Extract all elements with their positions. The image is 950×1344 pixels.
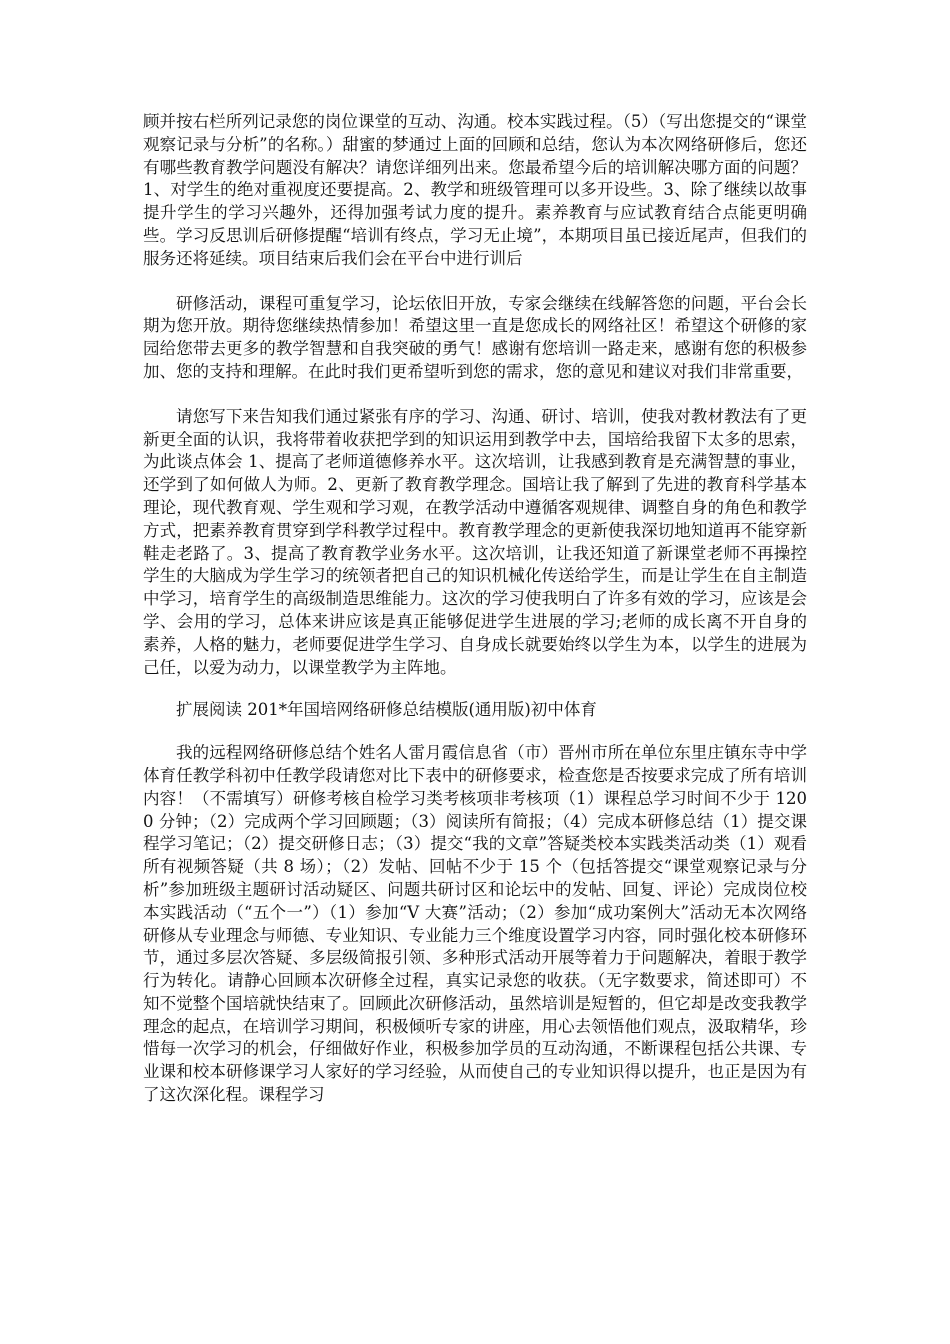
paragraph-reflection-continued: 顾并按右栏所列记录您的岗位课堂的互动、沟通。校本实践过程。（5）（写出您提交的“课堂观察记录与分析”的名称。）甜蜜的梦通过上面的回顾和总结，您认为本次网络研修后，您还有哪些教育教学问题没有解决？请您详细列出来。您最希望今后的培训解决哪方面的问题？1、对学生的绝对重视度还要提高。2、教学和班级管理可以多开设些。3、除了继续以故事提升学生的学习兴趣外，还得加强考试力度的提升。素养教育与应试教育结合点能更明确些。学习反思训后研修提醒“培训有终点，学习无止境”，本期项目虽已接近尾声，但我们的服务还将延续。项目结束后我们会在平台中进行训后 xyxy=(143,112,807,268)
paragraph-remote-training-summary: 我的远程网络研修总结个姓名人雷月霞信息省（市）晋州市所在单位东里庄镇东寺中学体育任教学科初中任教学段请您对比下表中的研修要求，检查您是否按要求完成了所有培训内容！（不需填写）研修考核自检学习类考核项非考核项（1）课程总学习时间不少于 1200 分钟；（2）完成两个学习回顾题；（3）阅读所有简报；（4）完成本研修总结（1）提交课程学习笔记；（2）提交研修日志；（3）提交“我的文章”答疑类校本实践类活动类（1）观看所有视频答疑（共 8 场）；（2）发帖、回帖不少于 15 个（包括答提交“课堂观察记录与分析”参加班级主题研讨活动疑区、问题共研讨区和论坛中的发帖、回复、评论）完成岗位校本实践活动（“五个一”）（1）参加“V 大赛”活动；（2）参加“成功案例大”活动无本次网络研修从专业理念与师德、专业知识、专业能力三个维度设置学习内容，同时强化校本研修环节，通过多层次答疑、多层级简报引领、多种形式活动开展等着力于问题解决，着眼于教学行为转化。请静心回顾本次研修全过程，真实记录您的收获。（无字数要求，简述即可）不知不觉整个国培就快结束了。回顾此次研修活动，虽然培训是短暂的，但它却是改变我教学理念的起点，在培训学习期间，积极倾听专家的讲座，用心去领悟他们观点，汲取精华，珍惜每一次学习的机会，仔细做好作业，积极参加学员的互动沟通，不断课程包括公共课、专业课和校本研修课学习人家好的学习经验，从而使自己的专业知识得以提升，也正是因为有了这次深化程。课程学习 xyxy=(143,743,807,1105)
document-page xyxy=(143,111,807,1107)
extended-reading-heading: 扩展阅读 201*年国培网络研修总结模版(通用版)初中体育 xyxy=(176,700,597,720)
paragraph-training-experience: 请您写下来告知我们通过紧张有序的学习、沟通、研讨、培训，使我对教材教法有了更新更全面的认识，我将带着收获把学到的知识运用到教学中去，国培给我留下太多的思索，为此谈点体会 1、提高了老师道德修养水平。这次培训，让我感到教育是充满智慧的事业，还学到了如何做人为师。2、更新了教育教学理念。国培让我了解到了先进的教育科学基本理论，现代教育观、学生观和学习观，在教学活动中遵循客观规律、调整自身的角色和教学方式，把素养教育贯穿到学科教学过程中。教育教学理念的更新使我深切地知道再不能穿新鞋走老路了。3、提高了教育教学业务水平。这次培训，让我还知道了新课堂老师不再操控学生的大脑成为学生学习的统领者把自己的知识机械化传送给学生，而是让学生在自主制造中学习，培育学生的高级制造思维能力。这次的学习使我明白了许多有效的学习，应该是会学、会用的学习，总体来讲应该是真正能够促进学生进展的学习;老师的成长离不开自身的素养，人格的魅力，老师要促进学生学习、自身成长就要始终以学生为本，以学生的进展为己任，以爱为动力，以课堂教学为主阵地。 xyxy=(143,406,807,677)
paragraph-platform-notice: 研修活动，课程可重复学习，论坛依旧开放，专家会继续在线解答您的问题，平台会长期为您开放。期待您继续热情参加！希望这里一直是您成长的网络社区！希望这个研修的家园给您带去更多的教学智慧和自我突破的勇气！感谢有您培训一路走来，感谢有您的积极参加、您的支持和理解。在此时我们更希望听到您的需求，您的意见和建议对我们非常重要， xyxy=(143,293,807,381)
